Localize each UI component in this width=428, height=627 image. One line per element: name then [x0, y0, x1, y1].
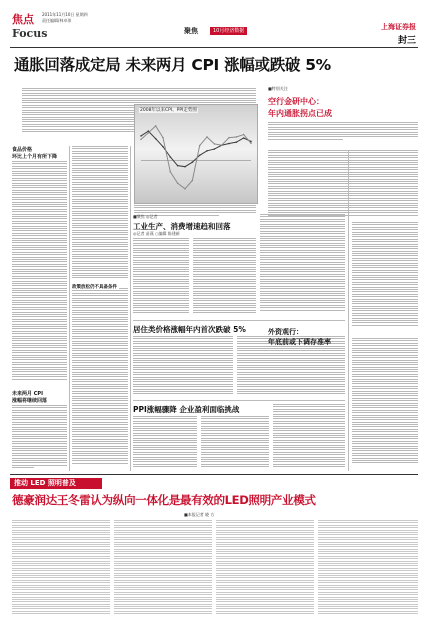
ad-headline: 德豪润达王冬雷认为纵向一体化是最有效的LED照明产业模式 — [12, 493, 316, 507]
chart-point — [170, 156, 172, 158]
chart-point — [236, 136, 238, 138]
chart-point — [184, 166, 186, 168]
chart-point — [184, 188, 186, 190]
paper-name: 上海证券报 — [381, 23, 416, 31]
left-col-text-1 — [12, 161, 67, 386]
ppi-text-c — [273, 404, 345, 471]
housing-title: 居住类价格涨幅年内首次跌破 5% — [133, 325, 246, 334]
ad-top-rule — [10, 474, 418, 475]
chart-point — [250, 141, 252, 143]
left-col-heading-2: 未来两月 CPI — [12, 391, 43, 397]
industry-byline: ◎记者 苗燕 ○编辑 陈建新 — [133, 231, 180, 236]
chart-point — [192, 161, 194, 163]
left-col-text-2 — [12, 405, 67, 471]
housing-text-a — [133, 336, 233, 398]
chart-title: 2008年以来CPI、PPI走势图 — [140, 108, 197, 113]
policy-subheading: 政策放松仍不具备条件 — [72, 285, 117, 290]
ad-text-col-1 — [12, 520, 110, 620]
ppi-text-a — [133, 416, 197, 471]
chart-point — [170, 171, 172, 173]
industry-title: 工业生产、消费增速趋和回落 — [133, 222, 231, 231]
right-col-heading: 外资观行： — [268, 328, 303, 336]
ad-text-col-4 — [318, 520, 418, 620]
chart-point — [243, 134, 245, 136]
right-col-text-2 — [352, 222, 418, 334]
masthead-rule — [10, 47, 418, 48]
chart-point — [148, 130, 150, 132]
chart-point — [214, 143, 216, 145]
chart-point — [206, 150, 208, 152]
section-tag — [184, 26, 256, 36]
chart-point — [236, 141, 238, 143]
chart-point — [155, 138, 157, 140]
left-col-heading: 食品价格 — [12, 147, 33, 153]
chart-point — [199, 145, 201, 147]
industry-section-tag: ■聚焦 ◎记者 — [133, 214, 158, 219]
chart-point — [177, 165, 179, 167]
chart-point — [162, 146, 164, 148]
chart-point — [140, 135, 142, 137]
ad-banner — [10, 478, 102, 489]
industry-text-c — [260, 214, 345, 318]
ppi-title: PPI涨幅骤降 企业盈利面临挑战 — [133, 405, 240, 414]
column-divider-2 — [130, 146, 131, 471]
right-col-heading-2: 年底前或下调存准率 — [268, 338, 331, 346]
section-label-red: 焦点 — [12, 13, 34, 26]
ad-text-col-2 — [114, 520, 212, 620]
chart-point — [243, 137, 245, 139]
industry-text-b — [193, 238, 256, 318]
ad-banner-label: 推动 LED 照明普及 — [14, 479, 76, 487]
chart-point — [177, 182, 179, 184]
chart-point — [155, 125, 157, 127]
cpi-ppi-chart — [134, 104, 258, 204]
main-headline: 通胀回落成定局 未来两月 CPI 涨幅或跌破 5% — [14, 56, 331, 74]
special-focus-title-2: 年内通胀拐点已成 — [268, 109, 332, 118]
chart-svg — [135, 105, 257, 203]
mid-rule-1 — [133, 320, 345, 321]
chart-point — [228, 143, 230, 145]
industry-text-a — [133, 238, 189, 318]
editor-line: 责任编辑/林卓琼 — [42, 18, 72, 23]
chart-point — [162, 137, 164, 139]
tag-sub-label: 10月经济数据 — [210, 27, 247, 35]
column-divider-1 — [69, 146, 70, 471]
chart-series-line-2 — [141, 126, 251, 189]
col2-text-1 — [72, 146, 128, 284]
masthead — [0, 0, 428, 52]
ad-byline: ■本报记者 晓 方 — [184, 512, 215, 517]
left-col-subheading: 环比上个月有所下降 — [12, 154, 58, 160]
special-focus-title-1: 空行金研中心： — [268, 97, 324, 106]
chart-point — [228, 137, 230, 139]
chart-point — [192, 180, 194, 182]
right-col-text-3 — [352, 338, 418, 471]
focus-label: Focus — [12, 27, 48, 40]
special-focus-intro — [268, 122, 418, 144]
special-focus-tag: ■特别关注 — [268, 86, 288, 91]
tag-label: 聚焦 — [184, 27, 198, 35]
chart-point — [140, 139, 142, 141]
chart-point — [148, 132, 150, 134]
special-focus-box — [268, 84, 418, 146]
left-col-subheading-2: 涨幅将继续回落 — [12, 398, 48, 404]
ad-text-col-3 — [216, 520, 314, 620]
mid-rule-2 — [133, 400, 345, 401]
chart-point — [206, 136, 208, 138]
chart-point — [199, 154, 201, 156]
date-line: 2011年11月10日 星期四 — [42, 12, 88, 17]
ppi-text-b — [201, 416, 269, 471]
chart-point — [214, 148, 216, 150]
chart-point — [221, 144, 223, 146]
col2-text-2 — [72, 288, 128, 471]
chart-point — [250, 142, 252, 144]
page-label: 封三 — [397, 36, 416, 46]
right-col-text-1 — [268, 150, 418, 220]
